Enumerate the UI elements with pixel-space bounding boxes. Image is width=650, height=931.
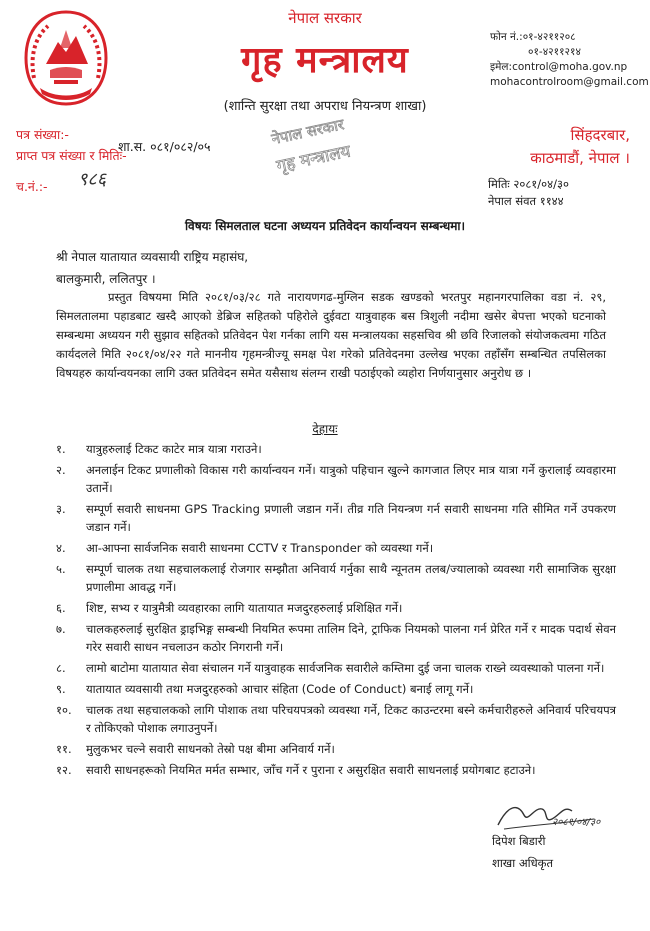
darta-value: ९८६ bbox=[78, 169, 107, 190]
item-text: अनलाईन टिकट प्रणालीको विकास गरी कार्यान्वयन गर्ने। यात्रुको पहिचान खुल्ने कागजात लिएर मात्र यात्रा गर्ने कुरालाई व्यवहारमा उतार्ने। bbox=[86, 463, 616, 495]
list-item bbox=[56, 740, 616, 758]
item-number: ९. bbox=[56, 682, 66, 696]
list-item bbox=[56, 539, 616, 557]
item-text: चालक तथा सहचालकको लागि पोशाक तथा परिचयपत्रको व्यवस्था गर्ने, टिकट काउन्टरमा बस्ने कर्मचारीहरुले अनिवार्य परिचयपत्र र तोकिएको पोशाक लगाउनुपर्ने। bbox=[86, 703, 616, 735]
place-block bbox=[530, 124, 630, 170]
item-text: शिष्ट, सभ्य र यात्रुमैत्री व्यवहारका लागि यातायात मजदुरहरुलाई प्रशिक्षित गर्ने। bbox=[86, 601, 403, 615]
darta-label: च.नं.:- bbox=[16, 179, 48, 194]
addressee-line2: बालकुमारी, ललितपुर । bbox=[56, 272, 156, 286]
subject-line: विषयः सिमलताल घटना अध्ययन प्रतिवेदन कार्यान्वयन सम्बन्धमा। bbox=[184, 219, 466, 233]
signatory-role: शाखा अधिकृत bbox=[492, 856, 554, 870]
phone-2: ०१-४२११२१४ bbox=[528, 46, 581, 58]
date-line: मितिः २०८१/०४/३० bbox=[488, 177, 569, 191]
email-2: mohacontrolroom@gmail.com bbox=[490, 76, 649, 88]
addressee-line1: श्री नेपाल यातायात व्यवसायी राष्ट्रिय महासंघ, bbox=[56, 250, 249, 264]
item-text: मुलुकभर चल्ने सवारी साधनको तेस्रो पक्ष बीमा अनिवार्य गर्ने। bbox=[86, 742, 335, 756]
list-item bbox=[56, 659, 616, 677]
item-number: ५. bbox=[56, 562, 66, 576]
item-number: १२. bbox=[56, 763, 72, 777]
samvat-line: नेपाल संवत ११४४ bbox=[488, 194, 564, 208]
list-item bbox=[56, 461, 616, 497]
email-label: इमेल: bbox=[490, 61, 513, 73]
phone-label: फोन नं.: bbox=[490, 31, 523, 43]
item-text: सम्पूर्ण सवारी साधनमा GPS Tracking प्रणाली जडान गर्ने। तीव्र गति नियन्त्रण गर्न सवारी साधनमा गति सीमित गर्ने उपकरण जडान गर्ने। bbox=[86, 502, 616, 534]
stamp-line1: नेपाल सरकार bbox=[269, 115, 346, 149]
signature-block bbox=[492, 830, 553, 874]
list-item bbox=[56, 599, 616, 617]
list-item bbox=[56, 620, 616, 656]
item-text: चालकहरुलाई सुरक्षित ड्राइभिङ्ग सम्बन्धी नियमित रूपमा तालिम दिने, ट्राफिक नियमको पालना गर्न प्रेरित गर्ने र मादक पदार्थ सेवन गरेर सवारी साधन नचलाउन कठोर निगरानी गर्ने। bbox=[86, 622, 616, 654]
item-number: ७. bbox=[56, 622, 66, 636]
letter-no-value: शा.स. ०८१/०८२/०५ bbox=[118, 139, 211, 154]
item-text: यातायात व्यवसायी तथा मजदुरहरुको आचार संहिता (Code of Conduct) बनाई लागू गर्ने। bbox=[86, 682, 474, 696]
items-heading: देहायः bbox=[312, 422, 338, 436]
item-number: ८. bbox=[56, 661, 66, 675]
item-number: ६. bbox=[56, 601, 66, 615]
list-item bbox=[56, 680, 616, 698]
branch-name: (शान्ति सुरक्षा तथा अपराध नियन्त्रण शाखा) bbox=[223, 99, 427, 114]
letter-no-label: पत्र संख्या:- bbox=[16, 127, 69, 142]
item-text: सम्पूर्ण चालक तथा सहचालकलाई रोजगार सम्झौता अनिवार्य गर्नुका साथै न्यूनतम तलब/ज्यालाको व्यवस्था गरी सामाजिक सुरक्षा प्रणालीमा आवद्ध गर्ने। bbox=[86, 562, 616, 594]
list-item bbox=[56, 761, 616, 779]
list-item bbox=[56, 500, 616, 536]
received-label: प्राप्त पत्र संख्या र मितिः- bbox=[16, 148, 127, 163]
item-text: आ-आफ्ना सार्वजनिक सवारी साधनमा CCTV र Transponder को व्यवस्था गर्ने। bbox=[86, 541, 434, 555]
contact-block bbox=[490, 30, 649, 90]
item-number: ४. bbox=[56, 541, 66, 555]
signatory-name: दिपेश बिडारी bbox=[492, 834, 546, 848]
body-paragraph: प्रस्तुत विषयमा मिति २०८१/०३/२८ गते नारायणगढ-मुग्लिन सडक खण्डको भरतपुर महानगरपालिका वडा नं. २९, सिमलतालमा पहाडबाट खस्दै आएको डेब्रिज सहितको पहिरोले दुईवटा यात्रुवाहक बस त्रिशुली नदीमा खसेर बेपत्ता भएको घटनाको सम्बन्धमा अध्ययन गरी सुझाव सहितको प्रतिवेदन पेश गर्नका लागि यस मन्त्रालयका सहसचिव श्री छवि रिजालको संयोजकत्वमा गठित कार्यदलले मिति २०८१/०४/२२ गते माननीय गृहमन्त्रीज्यू समक्ष पेश गरेको प्रतिवेदनमा उल्लेख भएका तहाँसँग सम्बन्धित तपसिलका विषयहरु कार्यान्वयनका लागि उक्त प्रतिवेदन समेत यसैसाथ संलग्न राखी पठाईएको व्यहोरा निर्णयानुसार अनुरोध छ । bbox=[56, 290, 606, 380]
reference-block bbox=[16, 124, 127, 197]
place-line2: काठमाडौं, नेपाल । bbox=[530, 149, 630, 167]
place-line1: सिंहदरबार, bbox=[570, 126, 630, 144]
date-block bbox=[488, 176, 569, 210]
item-text: सवारी साधनहरूको नियमित मर्मत सम्भार, जाँच गर्ने र पुराना र असुरक्षित सवारी साधनलाई प्रयोगबाट हटाउने। bbox=[86, 763, 536, 777]
item-number: २. bbox=[56, 463, 66, 477]
list-item bbox=[56, 440, 616, 458]
items-list bbox=[56, 440, 616, 782]
signature-date: २०८१/०४/३० bbox=[552, 817, 601, 828]
item-number: १. bbox=[56, 442, 66, 456]
item-number: ३. bbox=[56, 502, 66, 516]
item-number: ११. bbox=[56, 742, 72, 756]
email-1: control@moha.gov.np bbox=[512, 61, 628, 73]
item-text: यात्रुहरुलाई टिकट काटेर मात्र यात्रा गराउने। bbox=[86, 442, 262, 456]
item-number: १०. bbox=[56, 703, 72, 717]
addressee-block bbox=[56, 246, 248, 290]
ministry-title: गृह मन्त्रालय bbox=[241, 40, 409, 81]
item-text: लामो बाटोमा यातायात सेवा संचालन गर्ने यात्रुवाहक सार्वजनिक सवारीले कम्तिमा दुई जना चालक राख्ने व्यवस्थाको पालना गर्ने। bbox=[86, 661, 605, 675]
list-item bbox=[56, 701, 616, 737]
stamp-line2: गृह मन्त्रालय bbox=[274, 141, 353, 177]
list-item bbox=[56, 560, 616, 596]
ministry-stamp-icon bbox=[252, 112, 372, 184]
government-title: नेपाल सरकार bbox=[288, 9, 362, 27]
phone-1: ०१-४२११२०८ bbox=[522, 31, 576, 43]
